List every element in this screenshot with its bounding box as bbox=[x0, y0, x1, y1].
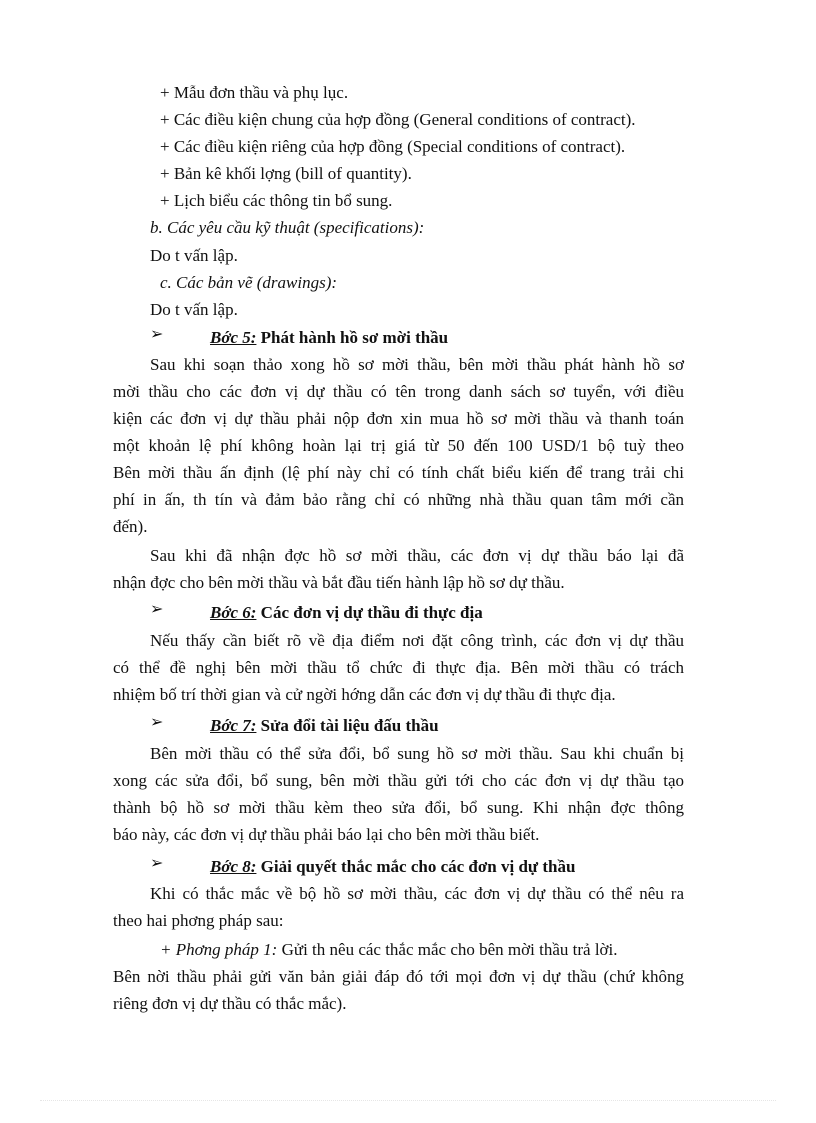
step-label: Bớc 6: bbox=[210, 603, 257, 622]
list-item: + Mẫu đơn thầu và phụ lục. bbox=[160, 83, 349, 102]
arrow-bullet-icon: ➢ bbox=[150, 601, 164, 618]
subheading-drawings: c. Các bản vẽ (drawings): bbox=[160, 273, 338, 292]
step-label: Bớc 5: bbox=[210, 328, 257, 347]
paragraph-line: Nếu thấy cần biết rõ về địa điểm nơi đặt công trình, các đơn vị dự thầu bbox=[150, 631, 684, 650]
paragraph-line: một khoản lệ phí không hoàn lại trị giá từ 50 đến 100 USD/1 bộ tuỳ theo bbox=[113, 436, 684, 455]
paragraph-line: Sau khi soạn thảo xong hồ sơ mời thầu, bên mời thầu phát hành hồ sơ bbox=[150, 355, 684, 374]
page-divider bbox=[40, 1100, 776, 1101]
arrow-bullet-icon: ➢ bbox=[150, 326, 164, 343]
step-title: Phát hành hồ sơ mời thầu bbox=[260, 328, 449, 347]
step-label: Bớc 7: bbox=[210, 716, 257, 735]
paragraph-line: Do t vấn lập. bbox=[150, 246, 238, 265]
method-text: Gửi th nêu các thắc mắc cho bên mời thầu trả lời. bbox=[281, 940, 618, 959]
step-label: Bớc 8: bbox=[210, 857, 257, 876]
paragraph-line: Do t vấn lập. bbox=[150, 300, 238, 319]
arrow-bullet-icon: ➢ bbox=[150, 855, 164, 872]
paragraph-line: mời thầu cho các đơn vị dự thầu có tên trong danh sách sơ tuyển, với điều bbox=[113, 382, 684, 401]
step-title: Sửa đổi tài liệu đấu thầu bbox=[260, 716, 439, 735]
paragraph-line: báo này, các đơn vị dự thầu phải báo lại cho bên mời thầu biết. bbox=[113, 825, 540, 844]
paragraph-line: kiện các đơn vị dự thầu phải nộp đơn xin mua hồ sơ mời thầu và thanh toán bbox=[113, 409, 684, 428]
paragraph-line: đến). bbox=[113, 517, 148, 536]
method-line bbox=[160, 937, 618, 963]
subheading-specifications: b. Các yêu cầu kỹ thuật (specifications): bbox=[150, 218, 425, 237]
paragraph-line: xong các sửa đổi, bổ sung, bên mời thầu gửi tới cho các đơn vị dự thầu tạo bbox=[113, 771, 684, 790]
step-heading bbox=[210, 325, 448, 351]
step-title: Giải quyết thắc mắc cho các đơn vị dự thầu bbox=[260, 857, 576, 876]
paragraph-line: riêng đơn vị dự thầu có thắc mắc). bbox=[113, 994, 347, 1013]
step-heading bbox=[210, 854, 575, 880]
paragraph-line: thành bộ hồ sơ mời thầu kèm theo sửa đổi, bổ sung. Khi nhận đợc thông bbox=[113, 798, 684, 817]
list-item: + Lịch biểu các thông tin bổ sung. bbox=[160, 191, 393, 210]
paragraph-line: Bên mời thầu ấn định (lệ phí này chỉ có tính chất biểu kiến để trang trải chi bbox=[113, 463, 684, 482]
paragraph-line: Khi có thắc mắc về bộ hồ sơ mời thầu, các đơn vị dự thầu có thể nêu ra bbox=[150, 884, 684, 903]
paragraph-line: phí in ấn, th tín và đảm bảo rằng chỉ có những nhà thầu quan tâm mới cần bbox=[113, 490, 684, 509]
paragraph-line: Bên mời thầu có thể sửa đổi, bổ sung hồ sơ mời thầu. Sau khi chuẩn bị bbox=[150, 744, 684, 763]
list-item: + Các điều kiện chung của hợp đồng (General conditions of contract). bbox=[160, 110, 636, 129]
method-label: + Phơng pháp 1: bbox=[160, 940, 278, 959]
paragraph-line: có thể đề nghị bên mời thầu tổ chức đi thực địa. Bên mời thầu có trách bbox=[113, 658, 684, 677]
step-heading bbox=[210, 713, 439, 739]
paragraph-line: Bên nời thầu phải gửi văn bản giải đáp đó tới mọi đơn vị dự thầu (chứ không bbox=[113, 967, 684, 986]
paragraph-line: Sau khi đã nhận đợc hồ sơ mời thầu, các đơn vị dự thầu báo lại đã bbox=[150, 546, 684, 565]
arrow-bullet-icon: ➢ bbox=[150, 714, 164, 731]
step-heading bbox=[210, 600, 483, 626]
list-item: + Các điều kiện riêng của hợp đồng (Special conditions of contract). bbox=[160, 137, 626, 156]
list-item: + Bản kê khối lợng (bill of quantity). bbox=[160, 164, 412, 183]
step-title: Các đơn vị dự thầu đi thực địa bbox=[260, 603, 483, 622]
paragraph-line: theo hai phơng pháp sau: bbox=[113, 911, 284, 930]
paragraph-line: nhiệm bố trí thời gian và cử ngời hớng dẫn các đơn vị dự thầu đi thực địa. bbox=[113, 685, 616, 704]
paragraph-line: nhận đợc cho bên mời thầu và bắt đầu tiến hành lập hồ sơ dự thầu. bbox=[113, 573, 565, 592]
